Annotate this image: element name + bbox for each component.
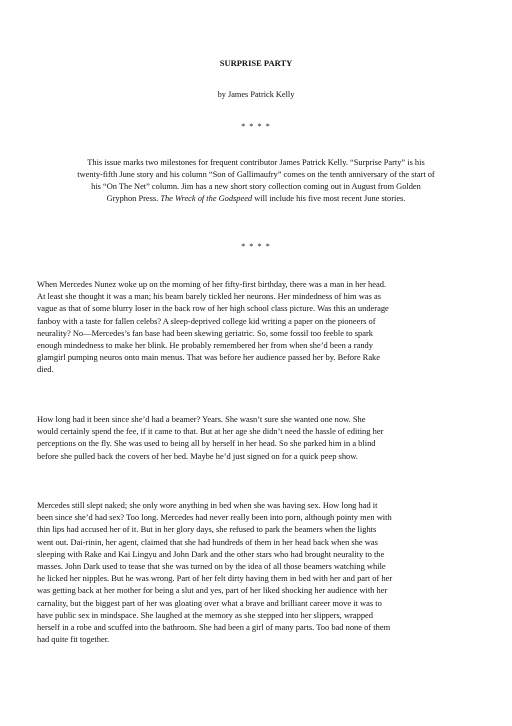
story-byline: by James Patrick Kelly [217, 90, 295, 99]
paragraph-line: before she pulled back the covers of her bed. Maybe he’d just signed on for a quick peep show. [37, 450, 358, 461]
paragraph-line: herself in a robe and scuffed into the bathroom. She had been a girl of many parts. Too bad none of them [37, 622, 391, 633]
paragraph-line: thin lips had accused her of it. But in her glory days, she refused to park the beamers when the lights [37, 524, 377, 535]
paragraph-line: would certainly spend the fee, if it came to that. But at her age she didn’t need the hassle of editing her [37, 426, 384, 437]
paragraph-line: How long had it been since she’d had a beamer? Years. She wasn’t sure she wanted one now. She [37, 414, 366, 424]
intro-text: will include his five most recent June stories. [252, 194, 406, 204]
paragraph-line: died. [37, 364, 54, 375]
paragraph-line: neurality? No—Mercedes’s fan base had been skewing geriatric. So, some fossil too feeble to spark [37, 327, 373, 338]
section-separator: * * * * [241, 242, 271, 251]
paragraph-line: have public sex in mindspace. She laughed at the memory as she stepped into her slippers, wrapped [37, 609, 374, 620]
paragraph-line: enough mindedness to make her blink. He probably remembered her from when she’d been a randy [37, 340, 373, 351]
body-paragraph [37, 413, 477, 462]
paragraph-line: perceptions on the fly. She was used to being all by herself in her head. So she parked him in a blind [37, 438, 376, 449]
section-separator: * * * * [241, 122, 271, 131]
paragraph-line: he licked her nipples. But he was wrong. Part of her felt dirty having them in bed with her and part of her [37, 573, 393, 584]
paragraph-line: been since she’d had sex? Too long. Mercedes had never really been into porn, although pointy men with [37, 512, 392, 523]
intro-line: his “On The Net” column. Jim has a new short story collection coming out in August from Golden [91, 182, 421, 192]
paragraph-line: When Mercedes Nunez woke up on the morning of her fifty-first birthday, there was a man in her head. [37, 279, 387, 289]
body-paragraph [37, 278, 477, 376]
paragraph-line: carnality, but the biggest part of her was gloating over what a brave and brilliant career move it was to [37, 597, 382, 608]
story-title: SURPRISE PARTY [219, 58, 293, 68]
paragraph-line: had quite fit together. [37, 634, 110, 645]
paragraph-line: glamgirl pumping neuros onto main menus. That was before her audience passed her by. Before Rake [37, 352, 381, 363]
paragraph-line: vague as that of some blurry loser in the back row of her high school class picture. Was this an underage [37, 303, 389, 314]
intro-line: This issue marks two milestones for frequent contributor James Patrick Kelly. “Surprise Party” is his [87, 158, 425, 167]
paragraph-line: was getting back at her mother for being a slut and yes, part of her liked shocking her audience with her [37, 585, 388, 596]
paragraph-line: fanboy with a taste for fallen celebs? A sleep-deprived college kid writing a paper on the pioneers of [37, 315, 376, 326]
body-paragraph [37, 499, 477, 645]
paragraph-line: At least she thought it was a man; his beam barely tickled her neurons. Her mindedness of him was as [37, 291, 381, 302]
paragraph-line: Mercedes still slept naked; she only wore anything in bed when she was having sex. How long had it [37, 500, 378, 510]
intro-text: Gryphon Press. [106, 194, 161, 204]
book-title: The Wreck of the Godspeed [160, 194, 253, 204]
paragraph-line: went out. Dai-rinin, her agent, claimed that she had hundreds of them in her head back when she was [37, 536, 378, 547]
intro-paragraph [60, 157, 452, 205]
intro-line [60, 193, 452, 205]
intro-line: twenty-fifth June story and his column “Son of Gallimaufry” comes on the tenth anniversary of the start of [77, 170, 435, 180]
paragraph-line: sleeping with Rake and Kai Lingyu and John Dark and the other stars who had brought neurality to the [37, 548, 385, 559]
paragraph-line: masses. John Dark used to tease that she was turned on by the idea of all those beamers watching while [37, 561, 386, 572]
